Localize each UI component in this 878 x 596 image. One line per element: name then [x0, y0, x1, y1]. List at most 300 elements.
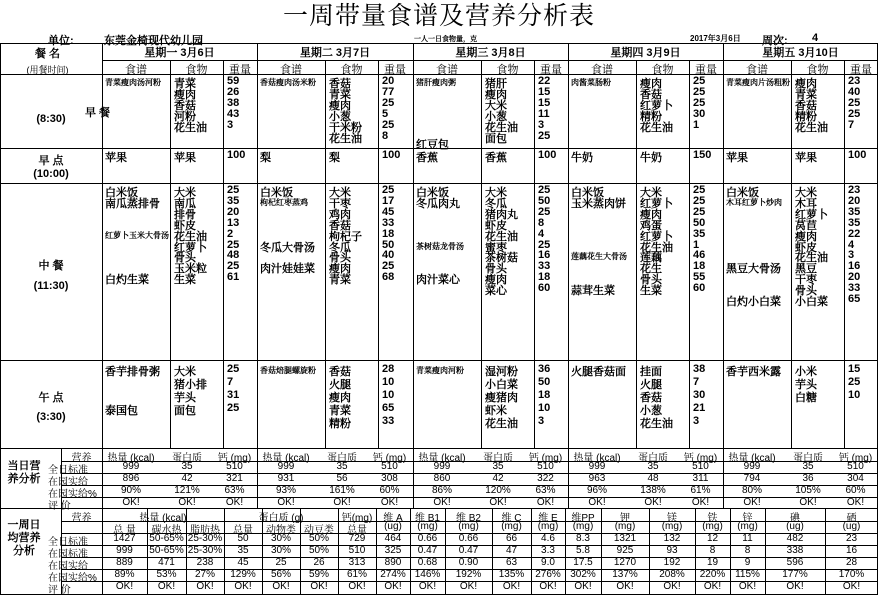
lunch-food: 瘦肉 — [485, 274, 507, 287]
daily-value: OK! — [489, 497, 507, 508]
snack1-food: 香蕉 — [485, 152, 507, 164]
recipe-col-head: 食谱 — [436, 64, 458, 76]
lunch-food: 鸡蛋 — [640, 219, 662, 232]
lunch-recipe: 红萝卜玉米大骨汤 — [105, 230, 169, 240]
weekly-sub-head: 动物类 — [266, 525, 296, 536]
weekly-value: 25-30% — [187, 545, 223, 556]
weekly-value: OK! — [539, 581, 557, 592]
daily-head-label: 营养 — [71, 453, 92, 464]
weekly-sub-head: 脂肪热 — [190, 525, 220, 536]
snack1-recipe: 梨 — [260, 152, 271, 164]
weekly-group-head: 镁 — [667, 513, 677, 524]
day-col-line — [413, 43, 414, 508]
snack2-weight: 28 — [382, 363, 395, 375]
sheet-date: 2017年3月6日 — [690, 34, 741, 43]
weekly-value: OK! — [663, 581, 681, 592]
breakfast-food: 香菇 — [174, 99, 196, 112]
weekly-value: 47 — [505, 545, 518, 556]
lunch-bottom-line — [0, 360, 878, 361]
breakfast-food: 小葱 — [485, 110, 507, 123]
lunch-food: 骨头 — [485, 263, 507, 276]
daily-value: 86% — [431, 485, 452, 496]
daily-value: OK! — [588, 497, 606, 508]
lunch-weight: 23 — [848, 184, 861, 196]
weekly-value: 63 — [505, 557, 518, 568]
weekly-value: OK! — [272, 581, 290, 592]
weekly-value: OK! — [703, 581, 722, 592]
breakfast-weight: 22 — [538, 75, 551, 87]
weekly-value: 26 — [313, 557, 325, 568]
weekly-value: 61% — [346, 569, 367, 580]
lunch-food: 猪肉丸 — [485, 208, 518, 221]
food-col-head: 食物 — [806, 64, 829, 76]
lunch-recipe: 玉米蒸肉饼 — [571, 197, 626, 210]
lunch-food: 干枣 — [795, 274, 817, 287]
lunch-food: 大米 — [329, 187, 351, 199]
weekly-value: OK! — [310, 581, 328, 592]
breakfast-weight: 25 — [848, 96, 861, 109]
daily-value: OK! — [225, 497, 244, 508]
weekly-group-head: 钾 — [620, 513, 630, 524]
weekly-value: 8.3 — [576, 533, 590, 544]
snack2-recipe: 香芋排骨粥 — [105, 366, 160, 378]
snack1-food: 苹果 — [795, 152, 817, 164]
weekly-value: 50% — [308, 533, 329, 544]
snack2-food: 大米 — [174, 366, 196, 378]
daily-value: 63% — [535, 485, 556, 496]
breakfast-food: 干米粉 — [329, 121, 362, 134]
lunch-recipe: 木耳红萝卜炒肉 — [726, 197, 782, 207]
breakfast-food: 小葱 — [329, 110, 351, 123]
lunch-food: 大米 — [640, 187, 662, 199]
lunch-recipe: 白灼生菜 — [105, 274, 149, 287]
lunch-weight: 2 — [227, 227, 234, 240]
lunch-recipe: 茶树菇龙骨汤 — [416, 241, 464, 251]
breakfast-weight: 1 — [693, 118, 700, 131]
daily-value: 931 — [277, 473, 295, 484]
weekly-value: 890 — [384, 557, 402, 568]
weekly-sub-head: (mg) — [572, 521, 594, 532]
weekly-row-label: 在园实给% — [48, 573, 97, 584]
daily-value: 963 — [588, 473, 606, 484]
weekly-value: 9 — [744, 557, 751, 568]
daily-col-head: 热量 (kcal) — [728, 453, 776, 464]
lunch-recipe: 白灼小白菜 — [726, 296, 781, 308]
weekly-value: 325 — [384, 545, 402, 556]
snack2-food: 虾米 — [485, 405, 507, 417]
weekly-value: 50-65% — [149, 545, 184, 556]
snack1-recipe: 牛奶 — [571, 152, 593, 164]
weekly-sub-head: (mg) — [458, 521, 479, 532]
day-header-4: 星期四 3月9日 — [610, 47, 681, 59]
daily-value: 35 — [336, 461, 348, 472]
unit-label: 单位: — [48, 35, 74, 47]
daily-value: 999 — [277, 461, 295, 472]
lunch-weight: 25 — [538, 238, 551, 251]
weekly-value: 482 — [786, 533, 804, 544]
weekly-value: 729 — [348, 533, 366, 544]
weekly-value: 12 — [706, 533, 719, 544]
food-col-line — [170, 60, 171, 448]
daily-value: 56 — [336, 473, 348, 484]
snack1-weight: 150 — [693, 149, 712, 161]
daily-value: 510 — [847, 461, 864, 472]
weekly-group-head: 锌 — [742, 513, 753, 524]
snack1-weight: 100 — [848, 149, 867, 161]
weekly-row-label: 在园标准 — [48, 549, 88, 560]
lunch-food: 瘦肉 — [640, 208, 662, 221]
lunch-weight: 65 — [848, 293, 861, 305]
weekly-value: 302% — [570, 569, 596, 580]
weekly-group-head: 维 E — [538, 513, 558, 524]
weekly-value: 4.6 — [541, 533, 555, 544]
lunch-recipe: 白米饭 — [416, 187, 449, 199]
weekly-group-head: 维 B2 — [455, 513, 481, 524]
daily-value: 794 — [743, 473, 761, 484]
daily-value: OK! — [433, 497, 451, 508]
daily-col-head: 热量 (kcal) — [262, 453, 310, 464]
daily-value: 60% — [379, 485, 400, 496]
weekly-value: 50% — [308, 545, 329, 556]
lunch-food: 骨头 — [640, 274, 662, 287]
breakfast-weight: 25 — [693, 75, 706, 87]
daily-col-head: 热量 (kcal) — [107, 453, 155, 464]
weight-col-head: 重量 — [695, 64, 717, 76]
snack2-food: 火腿 — [640, 379, 662, 391]
lunch-food: 干枣 — [329, 197, 351, 210]
breakfast-food: 河粉 — [174, 110, 196, 123]
weekly-sub-head: 总量 — [347, 525, 367, 536]
lunch-weight: 33 — [538, 260, 551, 273]
daily-row-label: 在园实给% — [48, 489, 97, 500]
sheet-bottom-line — [0, 594, 878, 595]
weekly-group-head: 维 A — [383, 513, 403, 524]
lunch-recipe: 枸杞红枣蒸鸡 — [260, 197, 308, 207]
lunch-food: 香菇 — [329, 219, 351, 232]
weekly-value: 30% — [270, 545, 291, 556]
weekly-sub-head: (ug) — [786, 521, 804, 532]
daily-col-head: 热量 (kcal) — [573, 453, 621, 464]
daily-value: 999 — [743, 461, 761, 472]
lunch-food: 花生油 — [485, 230, 518, 243]
breakfast-weight: 20 — [382, 75, 395, 87]
left-border — [0, 43, 1, 594]
snack2-weight: 10 — [382, 389, 395, 401]
lunch-weight: 3 — [848, 249, 855, 262]
weekly-value: 115% — [735, 569, 760, 580]
daily-value: OK! — [333, 497, 351, 508]
day-header-2: 星期二 3月7日 — [299, 47, 371, 59]
daily-value: 999 — [588, 461, 606, 472]
breakfast-weight: 43 — [227, 107, 240, 120]
weekly-value: 9.0 — [541, 557, 555, 568]
lunch-food: 莲藕 — [640, 252, 662, 265]
snack2-food: 瘦肉 — [329, 392, 351, 404]
daily-value: 93% — [275, 485, 296, 496]
lunch-food: 大米 — [485, 187, 507, 199]
weekly-value: 25-30% — [187, 533, 223, 544]
lunch-food: 骨头 — [795, 285, 817, 298]
lunch-recipe: 肉汁菜心 — [416, 274, 460, 287]
snack2-weight: 7 — [227, 376, 234, 388]
daily-col-head: 热量 (kcal) — [418, 453, 466, 464]
lunch-weight: 50 — [382, 238, 395, 251]
snack1-recipe: 苹果 — [726, 152, 748, 164]
snack1-food: 牛奶 — [640, 152, 662, 164]
breakfast-food: 精粉 — [795, 110, 817, 123]
snack2-weight: 31 — [227, 389, 240, 401]
weekly-value: 45 — [237, 557, 249, 568]
breakfast-weight: 25 — [538, 129, 551, 142]
weekly-sub-head: 总 量 — [113, 525, 136, 536]
snack2-weight: 36 — [538, 363, 551, 375]
weekly-value: 192 — [663, 557, 681, 568]
daily-value: 96% — [586, 485, 607, 496]
weekly-value: 999 — [116, 545, 133, 556]
weekly-sub-head: (mg) — [417, 521, 438, 532]
food-col-head: 食物 — [651, 64, 674, 76]
lunch-recipe: 莲藕花生大骨汤 — [571, 252, 627, 262]
breakfast-weight: 38 — [227, 96, 240, 109]
breakfast-weight: 25 — [382, 96, 395, 109]
snack1-food: 梨 — [329, 152, 340, 164]
weekly-value: OK! — [616, 581, 634, 592]
weekly-value: 135% — [498, 569, 525, 580]
weekly-group-head: 蛋白质 (g) — [258, 513, 304, 524]
daily-col-head: 蛋白质 — [327, 453, 357, 464]
lunch-food: 瘦肉 — [795, 230, 817, 243]
lunch-weight: 25 — [693, 194, 706, 207]
weekly-value: 0.90 — [458, 557, 479, 568]
lunch-weight: 50 — [693, 216, 706, 229]
weekly-sub-head: (mg) — [537, 521, 559, 532]
lunch-food: 虾皮 — [795, 241, 817, 254]
weekly-value: 129% — [230, 569, 256, 580]
snack2-weight: 38 — [693, 363, 706, 375]
weekly-value: OK! — [348, 581, 366, 592]
daily-col-head: 钙 (mg) — [372, 453, 407, 464]
food-col-line — [791, 60, 792, 448]
snack2-food: 青菜 — [329, 405, 351, 417]
weekly-value: 510 — [348, 545, 366, 556]
lunch-weight: 17 — [382, 194, 395, 207]
daily-value: OK! — [536, 497, 555, 508]
daily-value: 90% — [120, 485, 141, 496]
daily-row-label: 全日标准 — [48, 465, 88, 476]
weekly-value: 3.3 — [541, 545, 555, 556]
lunch-food: 花生油 — [174, 230, 207, 243]
weekly-value: 146% — [414, 569, 441, 580]
daily-col-head: 钙 (mg) — [838, 453, 873, 464]
daily-analysis-label: 当日营养分析 — [7, 460, 41, 485]
weekly-value: 276% — [535, 569, 561, 580]
lunch-recipe: 蒜茸生菜 — [571, 285, 615, 298]
snack2-weight: 10 — [382, 376, 395, 388]
food-col-line — [636, 60, 637, 448]
snack2-food: 面包 — [174, 405, 196, 417]
daily-value: 60% — [845, 485, 866, 496]
weekly-value: 132 — [663, 533, 681, 544]
snack2-food: 芋头 — [174, 392, 196, 404]
weekly-sub-head: (ug) — [384, 521, 402, 532]
daily-value: 48 — [647, 473, 659, 484]
weekly-value: OK! — [786, 581, 804, 592]
breakfast-weight: 3 — [227, 118, 234, 131]
lunch-weight: 16 — [538, 249, 551, 262]
lunch-food: 花生油 — [795, 252, 828, 265]
lunch-food: 排骨 — [174, 208, 196, 221]
breakfast-food: 青菜 — [795, 88, 817, 101]
snack1-food: 苹果 — [174, 152, 196, 164]
snack2-food: 花生油 — [640, 418, 673, 430]
unit-name: 东莞金椅现代幼儿园 — [104, 35, 203, 47]
snack2-food: 湿河粉 — [485, 366, 518, 378]
weekly-value: 27% — [194, 569, 215, 580]
lunch-weight: 25 — [538, 205, 551, 218]
snack2-weight: 33 — [382, 415, 395, 427]
daily-value: OK! — [799, 497, 817, 508]
weekly-value: 25 — [275, 557, 287, 568]
snack2-food: 瘦猪肉 — [485, 392, 518, 404]
lunch-food: 木耳 — [795, 197, 817, 210]
breakfast-food: 瘦肉 — [795, 78, 817, 90]
weekly-value: 0.47 — [417, 545, 438, 556]
weekly-value: 471 — [158, 557, 175, 568]
breakfast-weight: 25 — [848, 107, 861, 120]
daily-value: 42 — [492, 473, 504, 484]
lunch-weight: 33 — [848, 282, 861, 295]
weekly-sub-head: (mg) — [501, 521, 522, 532]
lunch-label: 中 餐 — [38, 260, 64, 272]
weekly-group-head: 硒 — [846, 513, 857, 524]
lunch-recipe: 黑豆大骨汤 — [726, 263, 781, 276]
breakfast-weight: 40 — [848, 85, 861, 98]
lunch-weight: 20 — [848, 194, 861, 207]
snack1-weight: 100 — [538, 149, 557, 161]
lunch-food: 生菜 — [640, 285, 662, 298]
weekly-value: OK! — [502, 581, 521, 592]
weekly-group-head: 维 B1 — [414, 513, 440, 524]
lunch-weight: 20 — [227, 205, 240, 218]
lunch-weight: 55 — [693, 271, 706, 284]
weekly-value: OK! — [459, 581, 478, 592]
breakfast-food: 青菜 — [174, 78, 196, 90]
breakfast-weight: 26 — [227, 85, 240, 98]
breakfast-weight: 7 — [848, 118, 855, 131]
snack2-weight: 50 — [538, 376, 551, 388]
lunch-food: 黑豆 — [795, 263, 817, 276]
weekly-value: 596 — [786, 557, 804, 568]
breakfast-food: 香菇 — [329, 78, 351, 90]
lunch-food: 大米 — [795, 187, 817, 199]
daily-col-head: 蛋白质 — [483, 453, 513, 464]
lunch-weight: 35 — [693, 227, 706, 240]
weekly-group-head: 铁 — [707, 513, 718, 524]
breakfast-recipe: 猪肝瘦肉粥 — [416, 78, 456, 87]
lunch-weight: 25 — [382, 260, 395, 273]
lunch-weight: 25 — [227, 238, 240, 251]
weekly-value: 0.47 — [458, 545, 479, 556]
weekly-value: 17.5 — [573, 557, 593, 568]
weekly-sub-head: (ug) — [842, 521, 861, 532]
weekly-value: 66 — [505, 533, 518, 544]
weekly-value: 177% — [782, 569, 808, 580]
lunch-weight: 20 — [848, 271, 861, 284]
weekly-sub-head: (mg) — [661, 521, 683, 532]
snack2-food: 香菇 — [329, 366, 351, 378]
weekly-value: 93 — [666, 545, 678, 556]
lunch-food: 大米 — [174, 187, 196, 199]
day-col-line — [568, 43, 569, 508]
lunch-food: 小白菜 — [795, 296, 828, 308]
breakfast-weight: 59 — [227, 75, 240, 87]
breakfast-food: 花生油 — [329, 132, 362, 145]
lunch-food: 菜心 — [485, 285, 507, 298]
lunch-weight: 48 — [227, 249, 240, 262]
daily-row-label: 在园实给 — [48, 477, 88, 488]
snack2-food: 小米 — [795, 366, 817, 378]
food-col-head: 食物 — [340, 64, 363, 76]
weekly-value: 192% — [455, 569, 482, 580]
daily-value: OK! — [122, 497, 140, 508]
lunch-weight: 33 — [382, 216, 395, 229]
lunch-recipe: 白米饭 — [260, 187, 293, 199]
breakfast-food: 猪肝 — [485, 78, 507, 90]
weekly-value: 8 — [744, 545, 751, 556]
weight-col-head: 重量 — [850, 64, 872, 76]
lunch-recipe: 南瓜蒸排骨 — [105, 197, 160, 210]
weekly-value: 59% — [308, 569, 329, 580]
daily-value: 35 — [802, 461, 814, 472]
lunch-weight: 25 — [693, 184, 706, 196]
lunch-weight: 25 — [227, 184, 240, 196]
lunch-weight: 68 — [382, 271, 395, 284]
weight-col-head: 重量 — [540, 64, 562, 76]
meal-header: 餐 名 — [34, 48, 61, 60]
breakfast-food: 花生油 — [795, 121, 828, 134]
weekly-group-head: 维PP — [571, 513, 595, 524]
weekly-value: 5.8 — [576, 545, 590, 556]
snack2-weight: 25 — [227, 402, 240, 414]
lunch-weight: 60 — [693, 282, 706, 295]
lunch-food: 骨头 — [174, 252, 196, 265]
lunch-weight: 16 — [848, 260, 861, 273]
weekly-group-head: 碘 — [790, 513, 800, 524]
weekly-value: OK! — [234, 581, 252, 592]
daily-value: 896 — [122, 473, 140, 484]
food-col-line — [481, 60, 482, 448]
lunch-food: 鸡肉 — [329, 208, 351, 221]
snack2-weight: 25 — [227, 363, 240, 375]
lunch-weight: 4 — [538, 227, 545, 240]
day-header-5: 星期五 3月10日 — [762, 47, 839, 59]
breakfast-food: 花生油 — [485, 121, 518, 134]
daily-value: OK! — [644, 497, 662, 508]
daily-value: 120% — [485, 485, 511, 496]
lunch-weight: 22 — [848, 227, 861, 240]
breakfast-food: 精粉 — [640, 110, 662, 123]
snack2-food: 小葱 — [640, 405, 662, 417]
breakfast-food: 香菇 — [640, 88, 662, 101]
lunch-food: 青菜 — [329, 274, 351, 287]
breakfast-food: 瘦肉 — [329, 99, 351, 112]
weekly-sub-head: (mg) — [614, 521, 636, 532]
daily-col-head: 钙 (mg) — [683, 453, 718, 464]
per-person-note: 一人一日食物量，克 — [414, 36, 477, 43]
breakfast-weight: 25 — [693, 96, 706, 109]
weight-col-head: 重量 — [384, 64, 406, 76]
breakfast-weight: 3 — [538, 118, 545, 131]
